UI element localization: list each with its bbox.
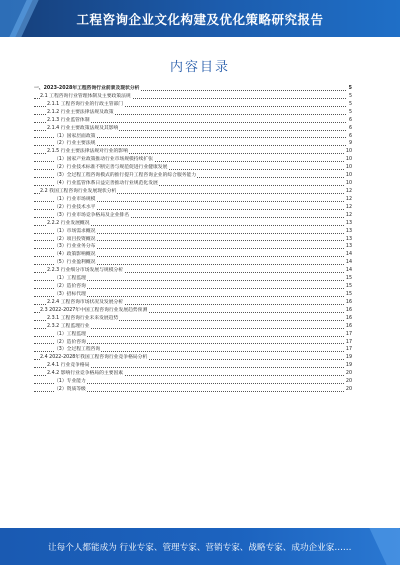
page-header	[0, 0, 400, 37]
toc-entry-title: 2.1 工程咨询行业管理体制及主要政策法规	[40, 93, 131, 99]
toc-entry[interactable]	[34, 204, 352, 212]
toc-entry-title: 2.3 2022-2027年中国工程咨询行业发展趋势预测	[40, 307, 148, 313]
toc-entry[interactable]	[34, 378, 352, 386]
toc-entry[interactable]	[34, 220, 352, 228]
toc-entry[interactable]	[34, 125, 352, 133]
toc-entry-title: 2.1.5 行业主要法律法规对行业的影响	[47, 149, 128, 155]
toc-entry[interactable]	[34, 331, 352, 339]
toc-entry[interactable]	[34, 267, 352, 275]
toc-entry[interactable]	[34, 283, 352, 291]
toc-entry-page: 6	[348, 133, 352, 139]
toc-entry[interactable]	[34, 133, 352, 141]
toc-entry-title: （1）国家产业政策推动行业市场规模持续扩张	[54, 157, 153, 163]
toc-entry-title: （4）政策影响概况	[54, 252, 96, 258]
table-of-contents	[34, 85, 352, 394]
toc-entry[interactable]	[34, 172, 352, 180]
toc-entry-page: 13	[345, 236, 352, 242]
toc-entry-title: （3）全过程工程咨询模式的推行提升工程咨询企业的综合服务能力	[54, 173, 197, 179]
toc-entry-page: 12	[345, 212, 352, 218]
toc-entry[interactable]	[34, 275, 352, 283]
toc-entry-page: 16	[345, 323, 352, 329]
footer-slogan: 让每个人都能成为 行业专家、管理专家、营销专家、战略专家、成功企业家……	[48, 543, 352, 553]
toc-entry-title: （2）行业技术标准不断完善与规范促进行业健康发展	[54, 165, 168, 171]
toc-entry-title: 2.1.1 工程咨询行业的行政主管部门	[47, 101, 124, 107]
toc-entry[interactable]	[34, 196, 352, 204]
toc-entry-title: （3）招标代理	[54, 291, 86, 297]
toc-entry-page: 14	[345, 252, 352, 258]
page-footer	[0, 528, 400, 565]
toc-entry-page: 17	[345, 331, 352, 337]
toc-entry-page: 6	[348, 117, 352, 123]
toc-entry-title: （3）行业市场竞争格局及企业排名	[54, 212, 130, 218]
toc-entry[interactable]	[34, 386, 352, 394]
toc-entry-title: 2.2.3 行业细分市场发展与规模分析	[47, 268, 124, 274]
toc-entry[interactable]	[34, 362, 352, 370]
toc-entry-page: 13	[345, 244, 352, 250]
toc-entry-page: 5	[348, 109, 352, 115]
toc-entry-title: （1）国家层面政策	[54, 133, 96, 139]
toc-entry-page: 10	[345, 181, 352, 187]
toc-entry[interactable]	[34, 140, 352, 148]
toc-entry-title: 2.3.1 工程咨询行业未来发展趋势	[47, 315, 119, 321]
toc-entry-title: 2.2 我国工程咨询行业发展现状分析	[40, 188, 117, 194]
toc-entry[interactable]	[34, 323, 352, 331]
toc-entry-page: 16	[345, 315, 352, 321]
toc-entry-page: 19	[345, 355, 352, 361]
toc-entry-page: 6	[348, 125, 352, 131]
toc-entry[interactable]	[34, 291, 352, 299]
toc-entry-title: 2.3.2 工程监理行业	[47, 323, 90, 329]
toc-entry-page: 5	[348, 86, 352, 91]
toc-entry-page: 20	[345, 371, 352, 377]
toc-title: 内容目录	[169, 60, 230, 75]
toc-entry-title: （1）行业市场规模	[54, 196, 96, 202]
toc-entry-title: （1）专业能力	[54, 379, 86, 385]
toc-entry-title: 2.4.1 行业竞争格局	[47, 363, 90, 369]
toc-entry-page: 20	[345, 387, 352, 393]
toc-entry-page: 13	[345, 220, 352, 226]
toc-entry-page: 15	[345, 291, 352, 297]
toc-entry-title: （2）行业主要法规	[54, 141, 96, 147]
toc-entry-title: （2）资质等级	[54, 387, 86, 393]
toc-entry-page: 10	[345, 165, 352, 171]
toc-entry[interactable]	[34, 259, 352, 267]
toc-entry-title: 2.2.2 行业发展概况	[47, 220, 90, 226]
toc-entry-page: 19	[345, 363, 352, 369]
toc-entry-page: 14	[345, 268, 352, 274]
toc-entry[interactable]	[34, 164, 352, 172]
toc-entry-page: 12	[345, 196, 352, 202]
footer-decoration	[369, 528, 400, 565]
toc-entry-title: （1）工程监理	[54, 331, 86, 337]
toc-entry-page: 10	[345, 173, 352, 179]
toc-entry-title: 一、2023-2028年工程咨询行业前景及现状分析	[34, 86, 140, 91]
toc-entry-page: 15	[345, 276, 352, 282]
toc-entry-page: 5	[348, 101, 352, 107]
toc-entry[interactable]	[34, 109, 352, 117]
toc-entry-page: 13	[345, 228, 352, 234]
toc-entry-page: 10	[345, 149, 352, 155]
toc-entry[interactable]	[34, 85, 352, 93]
toc-entry-title: 2.4.2 影响行业竞争格局的主要因素	[47, 371, 124, 377]
toc-entry-title: （2）造价咨询	[54, 339, 86, 345]
toc-entry[interactable]	[34, 299, 352, 307]
toc-entry-title: （2）行业技术水平	[54, 204, 96, 210]
toc-entry-title: （5）行业盈利概况	[54, 260, 96, 266]
toc-entry-title: （4）行业监管体系日益完善推动行业规范化发展	[54, 181, 158, 187]
toc-entry[interactable]	[34, 93, 352, 101]
toc-entry-page: 16	[345, 307, 352, 313]
toc-entry-page: 17	[345, 339, 352, 345]
toc-entry[interactable]	[34, 188, 352, 196]
toc-entry-title: 2.1.4 行业主要政策法规及其影响	[47, 125, 119, 131]
toc-entry[interactable]	[34, 251, 352, 259]
toc-entry-page: 16	[345, 299, 352, 305]
toc-entry[interactable]	[34, 101, 352, 109]
toc-entry-title: 2.2.4 工程咨询市场状况及发展分析	[47, 299, 124, 305]
toc-entry[interactable]	[34, 212, 352, 220]
toc-entry-page: 5	[348, 93, 352, 99]
toc-entry[interactable]	[34, 243, 352, 251]
toc-entry[interactable]	[34, 228, 352, 236]
toc-entry[interactable]	[34, 354, 352, 362]
toc-entry-title: 2.1.2 行业主要法律法规及政策	[47, 109, 114, 115]
toc-entry-title: （3）行业业务分布	[54, 244, 96, 250]
toc-entry-page: 14	[345, 260, 352, 266]
toc-entry[interactable]	[34, 307, 352, 315]
toc-entry-page: 17	[345, 347, 352, 353]
toc-entry-page: 12	[345, 188, 352, 194]
toc-entry[interactable]	[34, 315, 352, 323]
toc-entry[interactable]	[34, 339, 352, 347]
toc-entry-title: （1）工程监理	[54, 276, 86, 282]
toc-entry[interactable]	[34, 117, 352, 125]
toc-entry-title: （3）全过程工程咨询	[54, 347, 101, 353]
toc-entry[interactable]	[34, 236, 352, 244]
toc-entry-title: 2.1.3 行业监管体制	[47, 117, 90, 123]
toc-entry-page: 15	[345, 284, 352, 290]
toc-entry-title: （2）造价咨询	[54, 284, 86, 290]
toc-entry-page: 20	[345, 379, 352, 385]
toc-entry[interactable]	[34, 148, 352, 156]
toc-entry[interactable]	[34, 156, 352, 164]
toc-entry-page: 9	[348, 141, 352, 147]
header-title: 工程咨询企业文化构建及优化策略研究报告	[76, 12, 324, 27]
toc-entry[interactable]	[34, 180, 352, 188]
toc-entry-page: 12	[345, 204, 352, 210]
toc-entry-title: （2）项目投资概况	[54, 236, 96, 242]
toc-entry[interactable]	[34, 370, 352, 378]
toc-entry[interactable]	[34, 346, 352, 354]
toc-entry-title: 2.4 2022-2028年我国工程咨询行业竞争格局分析	[40, 355, 148, 361]
toc-entry-page: 10	[345, 157, 352, 163]
toc-entry-title: （1）市场需求概况	[54, 228, 96, 234]
